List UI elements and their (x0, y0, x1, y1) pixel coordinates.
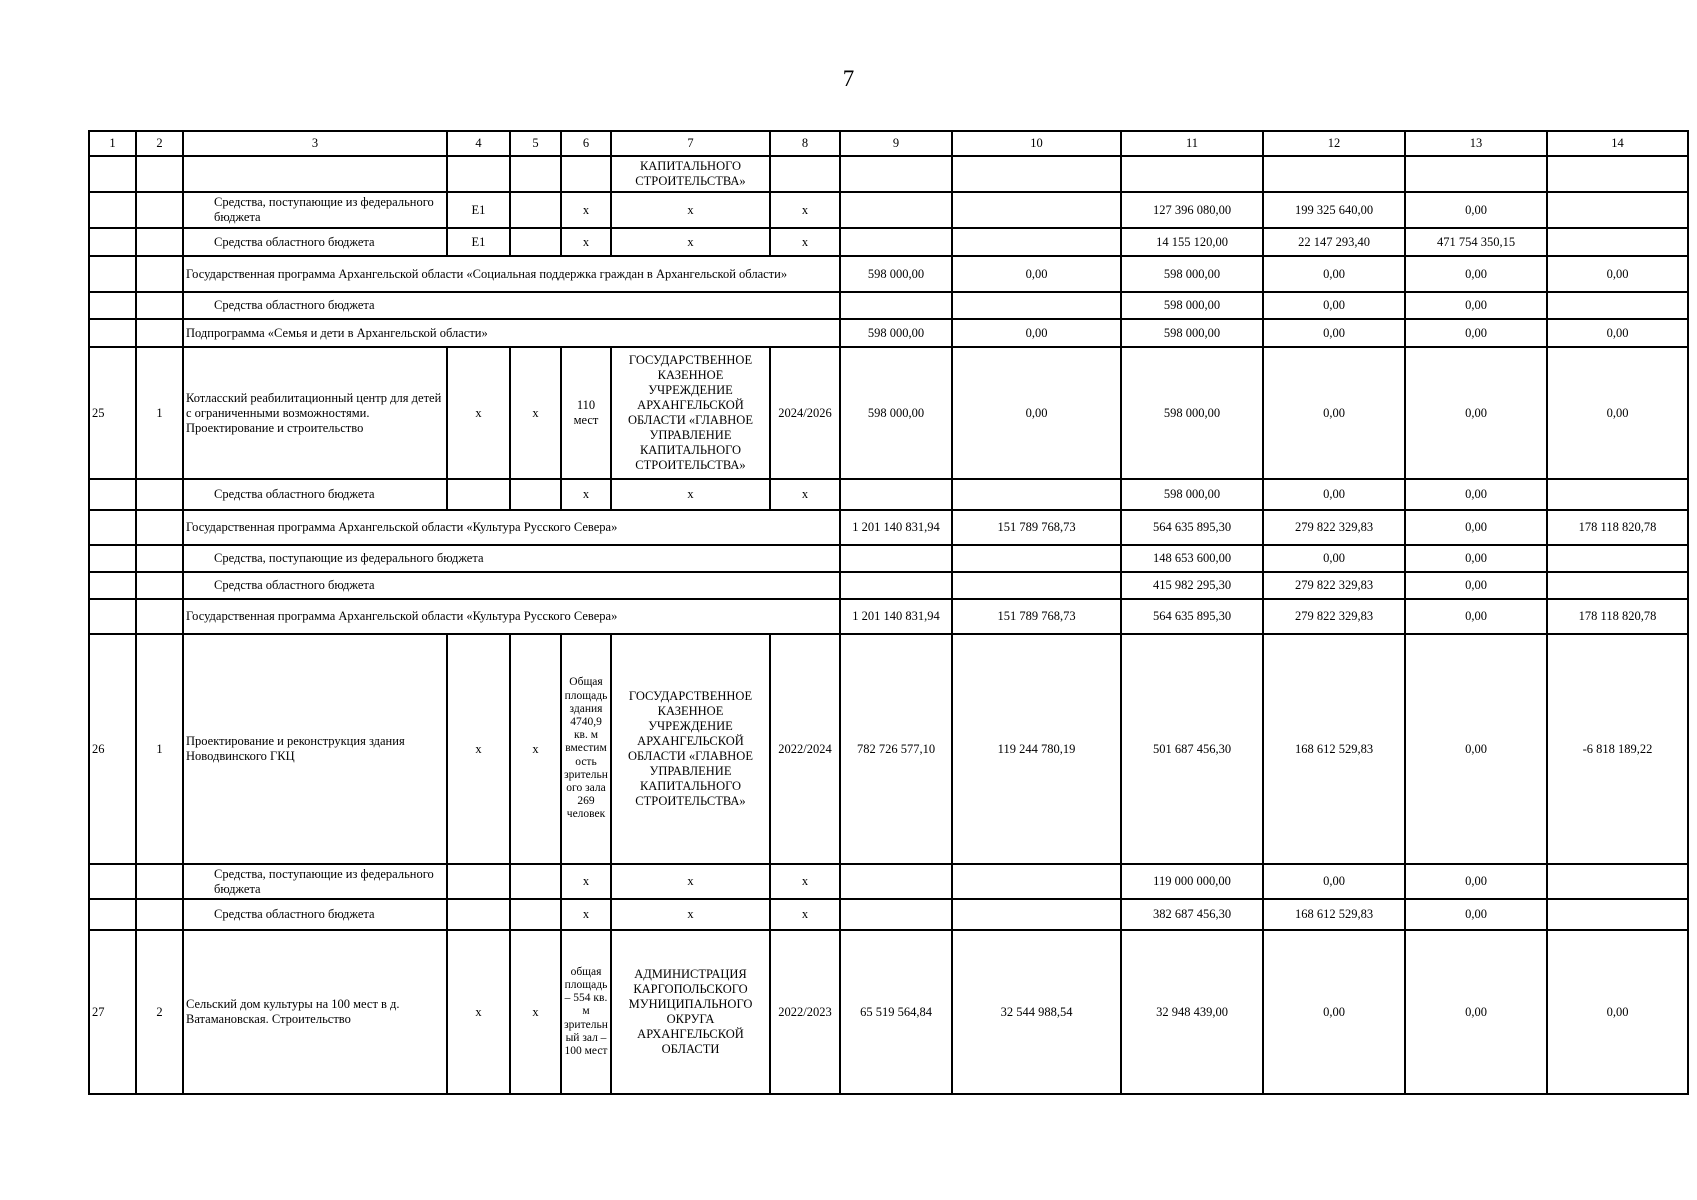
x-cell: x (447, 347, 510, 479)
period-cell: 2022/2023 (770, 930, 840, 1094)
amount-cell: 168 612 529,83 (1263, 634, 1405, 864)
sub-number: 1 (136, 634, 183, 864)
table-row (89, 545, 1688, 572)
source-label: Средства областного бюджета (183, 899, 447, 930)
amount-cell: 0,00 (1263, 292, 1405, 319)
source-label: Средства областного бюджета (183, 572, 840, 599)
amount-cell: 0,00 (1405, 192, 1547, 228)
amount-cell: 151 789 768,73 (952, 510, 1121, 545)
source-label: Средства, поступающие из федерального бюджета (183, 864, 447, 899)
amount-cell: 0,00 (1405, 510, 1547, 545)
x-cell: x (561, 479, 611, 510)
x-cell: x (611, 228, 770, 256)
x-cell: x (561, 864, 611, 899)
amount-cell: 0,00 (1405, 634, 1547, 864)
row-number: 25 (89, 347, 136, 479)
program-title: Государственная программа Архангельской области «Культура Русского Севера» (183, 510, 840, 545)
column-number: 9 (840, 131, 952, 156)
sub-number: 2 (136, 930, 183, 1094)
table-row (89, 864, 1688, 899)
amount-cell: 598 000,00 (840, 347, 952, 479)
column-number: 6 (561, 131, 611, 156)
capacity-cell: общая площадь – 554 кв. м зрительный зал – 100 мест (561, 930, 611, 1094)
amount-cell: 0,00 (952, 319, 1121, 347)
x-cell: x (611, 864, 770, 899)
x-cell: x (447, 634, 510, 864)
program-title: Государственная программа Архангельской области «Культура Русского Севера» (183, 599, 840, 634)
amount-cell: 0,00 (1547, 930, 1688, 1094)
amount-cell: 0,00 (1405, 256, 1547, 292)
x-cell: x (561, 899, 611, 930)
amount-cell: 178 118 820,78 (1547, 510, 1688, 545)
column-number: 7 (611, 131, 770, 156)
amount-cell: 382 687 456,30 (1121, 899, 1263, 930)
source-label: Средства, поступающие из федерального бюджета (183, 192, 447, 228)
object-row (89, 930, 1688, 1094)
object-row (89, 347, 1688, 479)
table-row (89, 292, 1688, 319)
period-cell: 2024/2026 (770, 347, 840, 479)
capacity-cell: 110 мест (561, 347, 611, 479)
x-cell: x (611, 192, 770, 228)
column-number: 14 (1547, 131, 1688, 156)
amount-cell: 0,00 (1263, 864, 1405, 899)
amount-cell: -6 818 189,22 (1547, 634, 1688, 864)
table-row (89, 899, 1688, 930)
amount-cell: 0,00 (1405, 319, 1547, 347)
amount-cell: 14 155 120,00 (1121, 228, 1263, 256)
column-number: 3 (183, 131, 447, 156)
x-cell: x (510, 930, 561, 1094)
row-number: 26 (89, 634, 136, 864)
page-number: 7 (842, 66, 855, 91)
column-number: 2 (136, 131, 183, 156)
amount-cell: 598 000,00 (1121, 479, 1263, 510)
x-cell: x (561, 192, 611, 228)
code-cell: E1 (447, 192, 510, 228)
amount-cell: 32 544 988,54 (952, 930, 1121, 1094)
column-number: 5 (510, 131, 561, 156)
amount-cell: 119 000 000,00 (1121, 864, 1263, 899)
source-label: Средства, поступающие из федерального бюджета (183, 545, 840, 572)
amount-cell: 279 822 329,83 (1263, 510, 1405, 545)
object-name: Сельский дом культуры на 100 мест в д. Ватамановская. Строительство (183, 930, 447, 1094)
amount-cell: 1 201 140 831,94 (840, 510, 952, 545)
table-row (89, 572, 1688, 599)
x-cell: x (510, 634, 561, 864)
x-cell: x (770, 479, 840, 510)
amount-cell: 0,00 (1405, 599, 1547, 634)
amount-cell: 0,00 (1263, 545, 1405, 572)
column-number: 4 (447, 131, 510, 156)
source-label: Средства областного бюджета (183, 228, 447, 256)
amount-cell: 598 000,00 (840, 319, 952, 347)
amount-cell: 598 000,00 (1121, 319, 1263, 347)
program-row (89, 256, 1688, 292)
amount-cell: 0,00 (1405, 864, 1547, 899)
amount-cell: 415 982 295,30 (1121, 572, 1263, 599)
x-cell: x (770, 228, 840, 256)
capacity-cell: Общая площадь здания 4740,9 кв. м вместимость зрительного зала 269 человек (561, 634, 611, 864)
amount-cell: 0,00 (1263, 930, 1405, 1094)
sub-number: 1 (136, 347, 183, 479)
amount-cell: 0,00 (1405, 479, 1547, 510)
x-cell: x (561, 228, 611, 256)
program-title: Государственная программа Архангельской области «Социальная поддержка граждан в Архангельской области» (183, 256, 840, 292)
budget-table (88, 130, 1689, 1095)
x-cell: x (770, 192, 840, 228)
customer-cell: ГОСУДАРСТВЕННОЕ КАЗЕННОЕ УЧРЕЖДЕНИЕ АРХАНГЕЛЬСКОЙ ОБЛАСТИ «ГЛАВНОЕ УПРАВЛЕНИЕ КАПИТАЛЬНОГО СТРОИТЕЛЬСТВА» (611, 634, 770, 864)
amount-cell: 0,00 (1547, 256, 1688, 292)
customer-cell: АДМИНИСТРАЦИЯ КАРГОПОЛЬСКОГО МУНИЦИПАЛЬНОГО ОКРУГА АРХАНГЕЛЬСКОЙ ОБЛАСТИ (611, 930, 770, 1094)
amount-cell: 178 118 820,78 (1547, 599, 1688, 634)
column-number: 11 (1121, 131, 1263, 156)
amount-cell: 501 687 456,30 (1121, 634, 1263, 864)
amount-cell: 471 754 350,15 (1405, 228, 1547, 256)
amount-cell: 279 822 329,83 (1263, 599, 1405, 634)
object-row (89, 634, 1688, 864)
amount-cell: 0,00 (1405, 347, 1547, 479)
code-cell: E1 (447, 228, 510, 256)
amount-cell: 598 000,00 (840, 256, 952, 292)
amount-cell: 279 822 329,83 (1263, 572, 1405, 599)
amount-cell: 564 635 895,30 (1121, 599, 1263, 634)
amount-cell: 0,00 (1405, 930, 1547, 1094)
column-number: 1 (89, 131, 136, 156)
amount-cell: 0,00 (1405, 292, 1547, 319)
source-label: Средства областного бюджета (183, 292, 840, 319)
amount-cell: 0,00 (1547, 319, 1688, 347)
table-row (89, 156, 1688, 192)
amount-cell: 0,00 (1405, 899, 1547, 930)
amount-cell: 598 000,00 (1121, 292, 1263, 319)
object-name: Котласский реабилитационный центр для детей с ограниченными возможностями. Проектирование и строительство (183, 347, 447, 479)
amount-cell: 199 325 640,00 (1263, 192, 1405, 228)
amount-cell: 22 147 293,40 (1263, 228, 1405, 256)
amount-cell: 0,00 (1263, 256, 1405, 292)
amount-cell: 0,00 (1263, 479, 1405, 510)
amount-cell: 32 948 439,00 (1121, 930, 1263, 1094)
amount-cell: 127 396 080,00 (1121, 192, 1263, 228)
amount-cell: 1 201 140 831,94 (840, 599, 952, 634)
amount-cell: 65 519 564,84 (840, 930, 952, 1094)
amount-cell: 0,00 (1547, 347, 1688, 479)
table-row (89, 192, 1688, 228)
table-row (89, 479, 1688, 510)
amount-cell: 598 000,00 (1121, 347, 1263, 479)
amount-cell: 598 000,00 (1121, 256, 1263, 292)
source-label: Средства областного бюджета (183, 479, 447, 510)
x-cell: x (447, 930, 510, 1094)
amount-cell: 0,00 (1263, 319, 1405, 347)
amount-cell: 0,00 (1263, 347, 1405, 479)
x-cell: x (611, 479, 770, 510)
x-cell: x (770, 864, 840, 899)
amount-cell: 119 244 780,19 (952, 634, 1121, 864)
column-number: 10 (952, 131, 1121, 156)
amount-cell: 148 653 600,00 (1121, 545, 1263, 572)
amount-cell: 0,00 (952, 256, 1121, 292)
amount-cell: 0,00 (952, 347, 1121, 479)
amount-cell: 151 789 768,73 (952, 599, 1121, 634)
column-number: 13 (1405, 131, 1547, 156)
column-number-row (89, 131, 1688, 156)
subprogram-title: Подпрограмма «Семья и дети в Архангельской области» (183, 319, 840, 347)
column-number: 8 (770, 131, 840, 156)
x-cell: x (611, 899, 770, 930)
amount-cell: 564 635 895,30 (1121, 510, 1263, 545)
x-cell: x (510, 347, 561, 479)
program-row (89, 510, 1688, 545)
x-cell: x (770, 899, 840, 930)
amount-cell: 0,00 (1405, 572, 1547, 599)
table-row (89, 228, 1688, 256)
period-cell: 2022/2024 (770, 634, 840, 864)
program-row (89, 599, 1688, 634)
object-name: Проектирование и реконструкция здания Новодвинского ГКЦ (183, 634, 447, 864)
customer-cell: КАПИТАЛЬНОГО СТРОИТЕЛЬСТВА» (611, 156, 770, 192)
row-number: 27 (89, 930, 136, 1094)
amount-cell: 0,00 (1405, 545, 1547, 572)
subprogram-row (89, 319, 1688, 347)
amount-cell: 782 726 577,10 (840, 634, 952, 864)
customer-cell: ГОСУДАРСТВЕННОЕ КАЗЕННОЕ УЧРЕЖДЕНИЕ АРХАНГЕЛЬСКОЙ ОБЛАСТИ «ГЛАВНОЕ УПРАВЛЕНИЕ КАПИТАЛЬНОГО СТРОИТЕЛЬСТВА» (611, 347, 770, 479)
column-number: 12 (1263, 131, 1405, 156)
amount-cell: 168 612 529,83 (1263, 899, 1405, 930)
